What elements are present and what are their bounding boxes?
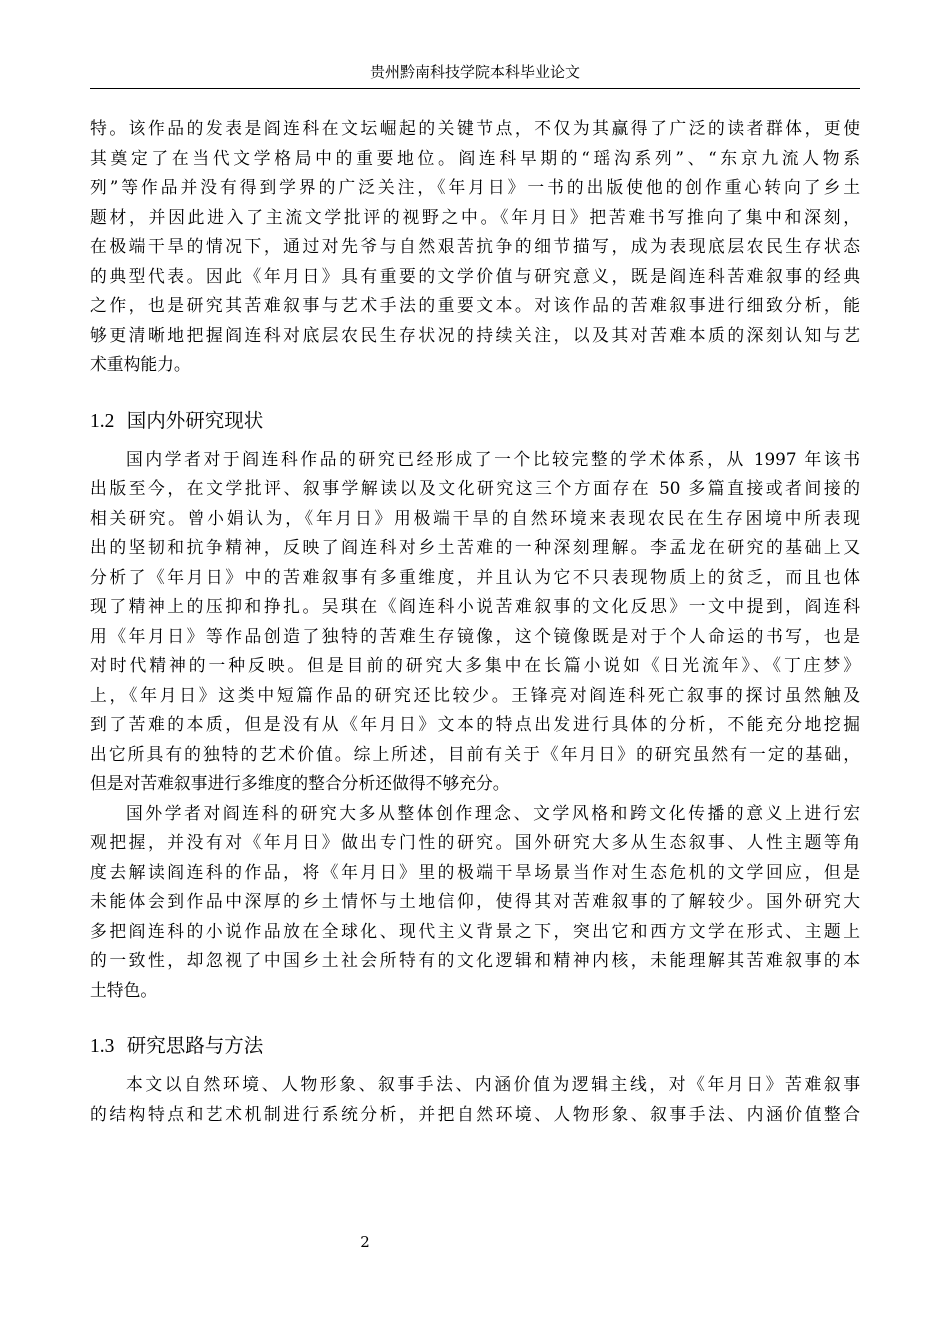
section-heading-1-3 (90, 1031, 860, 1061)
domestic-research-paragraph (90, 445, 860, 799)
text-line: 到了苦难的本质，但是没有从《年月日》文本的特点出发进行具体的分析，不能充分地挖掘 (90, 714, 860, 734)
text-line: 特。该作品的发表是阎连科在文坛崛起的关键节点，不仅为其赢得了广泛的读者群体，更使 (90, 118, 860, 138)
text-line: 土特色。 (90, 979, 158, 1000)
text-line: 观把握，并没有对《年月日》做出专门性的研究。国外研究大多从生态叙事、人性主题等角 (90, 832, 860, 852)
method-paragraph (90, 1070, 860, 1129)
foreign-research-paragraph (90, 799, 860, 1006)
text-line: 现了精神上的压抑和挣扎。吴琪在《阎连科小说苦难叙事的文化反思》一文中提到，阎连科 (90, 596, 860, 616)
text-line: 但是对苦难叙事进行多维度的整合分析还做得不够充分。 (90, 773, 510, 793)
text-line: 国内学者对于阎连科作品的研究已经形成了一个比较完整的学术体系，从 1997 年该书 (126, 448, 860, 469)
text-line: 未能体会到作品中深厚的乡土情怀与土地信仰，使得其对苦难叙事的了解较少。国外研究大 (90, 891, 860, 911)
text-line: 的结构特点和艺术机制进行系统分析，并把自然环境、人物形象、叙事手法、内涵价值整合 (90, 1103, 860, 1124)
text-line: 的典型代表。因此《年月日》具有重要的文学价值与研究意义，既是阎连科苦难叙事的经典 (90, 265, 860, 286)
text-line: 出它所具有的独特的艺术价值。综上所述，目前有关于《年月日》的研究虽然有一定的基础， (90, 743, 860, 764)
section-heading-1-2 (90, 406, 860, 436)
text-line: 国外学者对阎连科的研究大多从整体创作理念、文学风格和跨文化传播的意义上进行宏 (126, 802, 860, 823)
text-line: 之作，也是研究其苦难叙事与艺术手法的重要文本。对该作品的苦难叙事进行细致分析，能 (90, 295, 860, 315)
text-line: 上，《年月日》这类中短篇作品的研究还比较少。王锋亮对阎连科死亡叙事的探讨虽然触及 (90, 684, 860, 705)
section-number: 1.3 (90, 1036, 115, 1057)
text-line: 用《年月日》等作品创造了独特的苦难生存镜像，这个镜像既是对于个人命运的书写，也是 (90, 625, 860, 646)
text-line: 分析了《年月日》中的苦难叙事有多重维度，并且认为它不只表现物质上的贫乏，而且也体 (90, 566, 860, 587)
text-line: 在极端干旱的情况下，通过对先爷与自然艰苦抗争的细节描写，成为表现底层农民生存状态 (90, 236, 860, 256)
section-title: 研究思路与方法 (126, 1034, 264, 1057)
text-line: 出版至今，在文学批评、叙事学解读以及文化研究这三个方面存在 50 多篇直接或者间接的 (90, 478, 860, 498)
text-line: 其奠定了在当代文学格局中的重要地位。阎连科早期的“瑶沟系列”、“东京九流人物系 (90, 147, 860, 168)
text-line: 度去解读阎连科的作品，将《年月日》里的极端干旱场景当作对生态危机的文学回应，但是 (90, 861, 860, 882)
text-line: 的一致性，却忽视了中国乡土社会所特有的文化逻辑和精神内核，未能理解其苦难叙事的本 (90, 950, 860, 970)
text-line: 列”等作品并没有得到学界的广泛关注，《年月日》一书的出版使他的创作重心转向了乡土 (90, 177, 860, 197)
text-line: 出的坚韧和抗争精神，反映了阎连科对乡土苦难的一种深刻理解。李孟龙在研究的基础上又 (90, 537, 860, 557)
text-line: 对时代精神的一种反映。但是目前的研究大多集中在长篇小说如《日光流年》、《丁庄梦》 (90, 655, 860, 675)
text-line: 题材，并因此进入了主流文学批评的视野之中。《年月日》把苦难书写推向了集中和深刻， (90, 206, 860, 227)
intro-paragraph (90, 114, 860, 380)
text-line: 多把阎连科的小说作品放在全球化、现代主义背景之下，突出它和西方文学在形式、主题上 (90, 920, 860, 941)
text-line: 术重构能力。 (90, 354, 191, 374)
text-line: 相关研究。曾小娟认为，《年月日》用极端干旱的自然环境来表现农民在生存困境中所表现 (90, 507, 860, 528)
text-line: 够更清晰地把握阎连科对底层农民生存状况的持续关注，以及其对苦难本质的深刻认知与艺 (90, 324, 860, 345)
section-number: 1.2 (90, 410, 115, 432)
page-header: 贵州黔南科技学院本科毕业论文 (90, 62, 860, 89)
page-number: 2 (360, 1233, 370, 1251)
page-content (90, 114, 860, 1129)
section-title: 国内外研究现状 (126, 408, 264, 432)
text-line: 本文以自然环境、人物形象、叙事手法、内涵价值为逻辑主线，对《年月日》苦难叙事 (126, 1074, 860, 1094)
